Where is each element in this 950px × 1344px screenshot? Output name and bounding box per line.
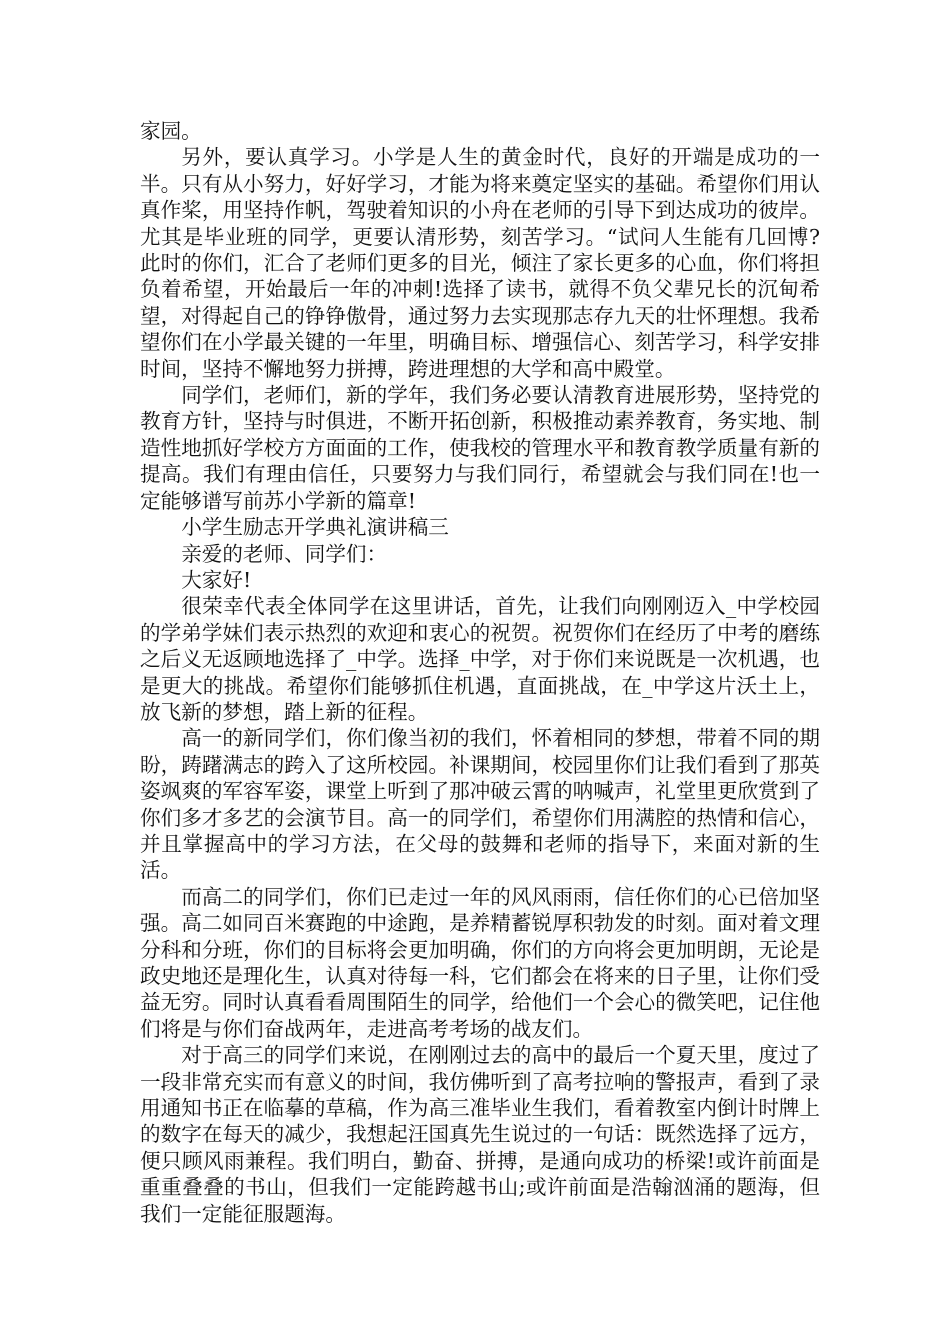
paragraph-new-term: 同学们，老师们，新的学年，我们务必要认清教育进展形势，坚持党的教育方针，坚持与时俱进，不断开拓创新，积极推动素养教育，务实地、制造性地抓好学校方方面面的工作，使我校的管理水平和教育教学质量有新的提高。我们有理由信任，只要努力与我们同行，希望就会与我们同在!也一定能够谱写前苏小学新的篇章! <box>140 383 820 513</box>
paragraph-study: 另外，要认真学习。小学是人生的黄金时代，良好的开端是成功的一半。只有从小努力，好好学习，才能为将来奠定坚实的基础。希望你们用认真作桨，用坚持作帆，驾驶着知识的小舟在老师的引导下到达成功的彼岸。尤其是毕业班的同学，更要认清形势，刻苦学习。“试问人生能有几回博?此时的你们，汇合了老师们更多的目光，倾注了家长更多的心血，你们将担负着希望，开始最后一年的冲刺!选择了读书，就得不负父辈兄长的沉甸希望，对得起自己的铮铮傲骨，通过努力去实现那志存九天的壮怀理想。我希望你们在小学最关键的一年里，明确目标、增强信心、刻苦学习，科学安排时间，坚持不懈地努力拼搏，跨进理想的大学和高中殿堂。 <box>140 145 820 381</box>
speech-greeting: 大家好! <box>181 567 252 592</box>
paragraph-welcome: 很荣幸代表全体同学在这里讲话，首先，让我们向刚刚迈入_中学校园的学弟学妹们表示热烈的欢迎和衷心的祝贺。祝贺你们在经历了中考的磨练之后义无返顾地选择了_中学。选择_中学，对于你们来说既是一次机遇，也是更大的挑战。希望你们能够抓住机遇，直面挑战，在_中学这片沃土上，放飞新的梦想，踏上新的征程。 <box>140 594 820 724</box>
paragraph-continuation: 家园。 <box>140 119 202 143</box>
paragraph-grade-three: 对于高三的同学们来说，在刚刚过去的高中的最后一个夏天里，度过了一段非常充实而有意义的时间，我仿佛听到了高考拉响的警报声，看到了录用通知书正在临摹的草稿，作为高三准毕业生我们，看着教室内倒计时牌上的数字在每天的减少，我想起汪国真先生说过的一句话：既然选择了远方，便只顾风雨兼程。我们明白，勤奋、拼搏，是通向成功的桥梁!或许前面是重重叠叠的书山，但我们一定能跨越书山;或许前面是浩翰汹涌的题海，但我们一定能征服题海。 <box>140 1043 820 1226</box>
paragraph-grade-two: 而高二的同学们，你们已走过一年的风风雨雨，信任你们的心已倍加坚强。高二如同百米赛跑的中途跑，是养精蓄锐厚积勃发的时刻。面对着文理分科和分班，你们的目标将会更加明确，你们的方向将会更加明朗，无论是政史地还是理化生，认真对待每一科，它们都会在将来的日子里，让你们受益无穷。同时认真看看周围陌生的同学，给他们一个会心的微笑吧，记住他们将是与你们奋战两年，走进高考考场的战友们。 <box>140 884 820 1041</box>
paragraph-grade-one: 高一的新同学们，你们像当初的我们，怀着相同的梦想，带着不同的期盼，踌躇满志的跨入了这所校园。补课期间，校园里你们让我们看到了那英姿飒爽的军容军姿，课堂上听到了那冲破云霄的呐喊声，礼堂里更欣赏到了你们多才多艺的会演节目。高一的同学们，希望你们用满腔的热情和信心，并且掌握高中的学习方法，在父母的鼓舞和老师的指导下，来面对新的生活。 <box>140 726 820 883</box>
speech-title: 小学生励志开学典礼演讲稿三 <box>181 515 449 540</box>
speech-salutation: 亲爱的老师、同学们： <box>181 541 388 566</box>
document-body <box>140 118 820 1227</box>
